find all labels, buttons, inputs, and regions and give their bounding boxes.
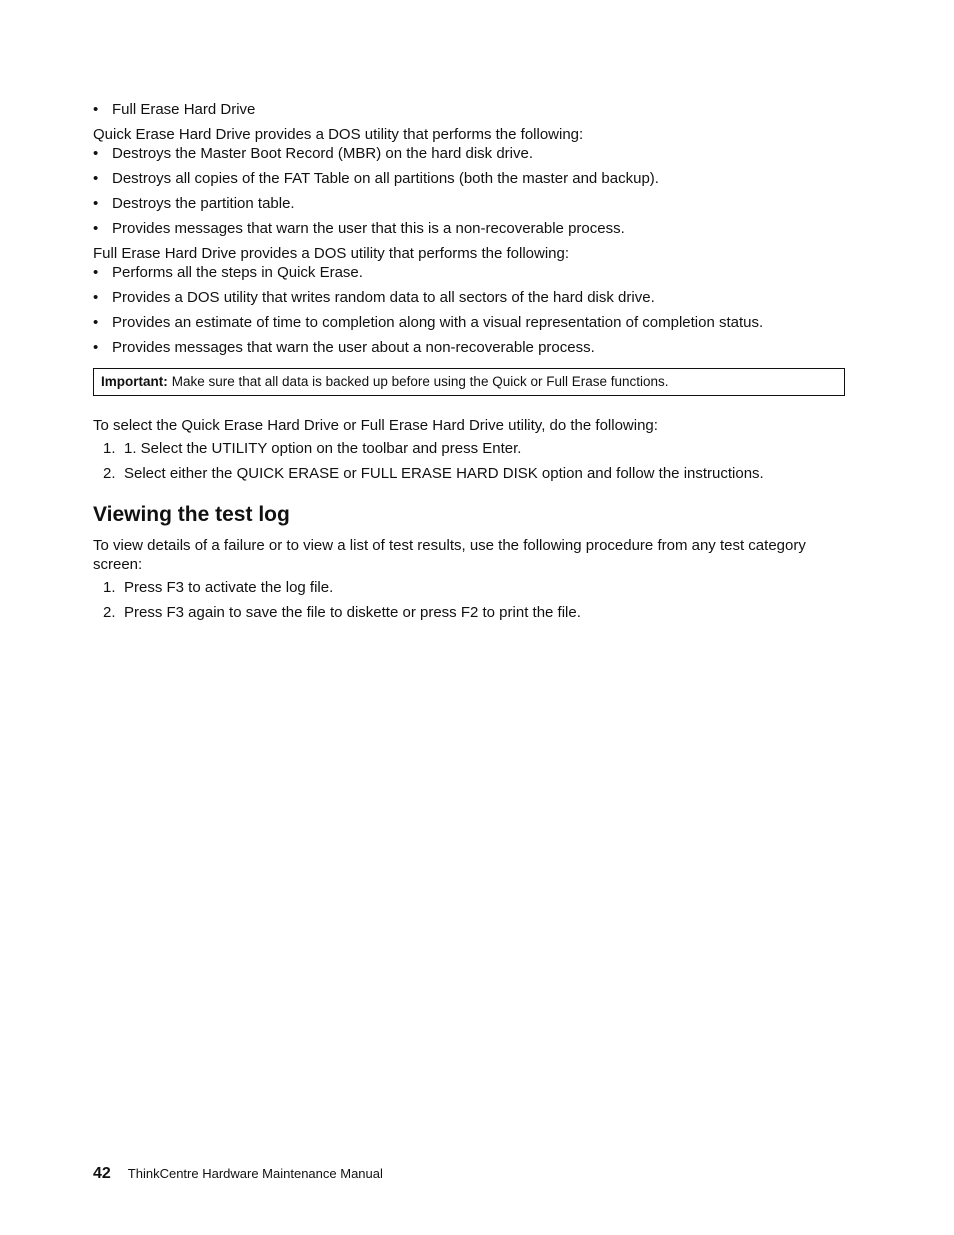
- manual-title: ThinkCentre Hardware Maintenance Manual: [127, 1166, 383, 1181]
- full-erase-list: [93, 263, 845, 358]
- step-text: Press F3 again to save the file to diskette or press F2 to print the file.: [124, 604, 581, 621]
- viewing-log-steps: [93, 578, 845, 623]
- step-number: 1.: [103, 579, 116, 596]
- step-item: [93, 603, 845, 623]
- quick-erase-list: [93, 144, 845, 239]
- step-item: [93, 439, 845, 459]
- important-text: Make sure that all data is backed up before using the Quick or Full Erase functions.: [171, 374, 669, 389]
- step-text: 1. Select the UTILITY option on the toolbar and press Enter.: [124, 440, 522, 457]
- step-item: [93, 464, 845, 484]
- select-utility-lead: To select the Quick Erase Hard Drive or Full Erase Hard Drive utility, do the following:: [93, 417, 658, 434]
- step-text: Press F3 to activate the log file.: [124, 579, 334, 596]
- important-label: Important:: [101, 374, 168, 389]
- quick-erase-lead: Quick Erase Hard Drive provides a DOS utility that performs the following:: [93, 126, 584, 143]
- viewing-log-lead: To view details of a failure or to view a list of test results, use the following procedure from any test category screen:: [93, 537, 806, 573]
- step-text: Select either the QUICK ERASE or FULL ERASE HARD DISK option and follow the instructions.: [124, 465, 764, 482]
- list-item: • Provides messages that warn the user about a non-recoverable process.: [93, 338, 845, 358]
- document-page: [93, 100, 845, 628]
- list-item: • Full Erase Hard Drive: [93, 100, 845, 120]
- page-number: 42: [93, 1165, 111, 1182]
- step-number: 2.: [103, 604, 116, 621]
- list-item: • Provides a DOS utility that writes random data to all sectors of the hard disk drive.: [93, 288, 845, 308]
- step-number: 2.: [103, 465, 116, 482]
- page-footer: [93, 1165, 383, 1183]
- list-item: • Destroys the partition table.: [93, 194, 845, 214]
- select-utility-steps: [93, 439, 845, 484]
- list-item: • Destroys the Master Boot Record (MBR) on the hard disk drive.: [93, 144, 845, 164]
- list-item: • Destroys all copies of the FAT Table on all partitions (both the master and backup).: [93, 169, 845, 189]
- list-item: • Provides an estimate of time to completion along with a visual representation of completion status.: [93, 313, 845, 333]
- list-item: • Provides messages that warn the user that this is a non-recoverable process.: [93, 219, 845, 239]
- intro-bullet-list: [93, 100, 845, 120]
- step-item: [93, 578, 845, 598]
- full-erase-lead: Full Erase Hard Drive provides a DOS utility that performs the following:: [93, 245, 570, 262]
- important-note: [93, 368, 845, 396]
- section-title: Viewing the test log: [93, 503, 290, 526]
- list-item: • Performs all the steps in Quick Erase.: [93, 263, 845, 283]
- step-number: 1.: [103, 440, 116, 457]
